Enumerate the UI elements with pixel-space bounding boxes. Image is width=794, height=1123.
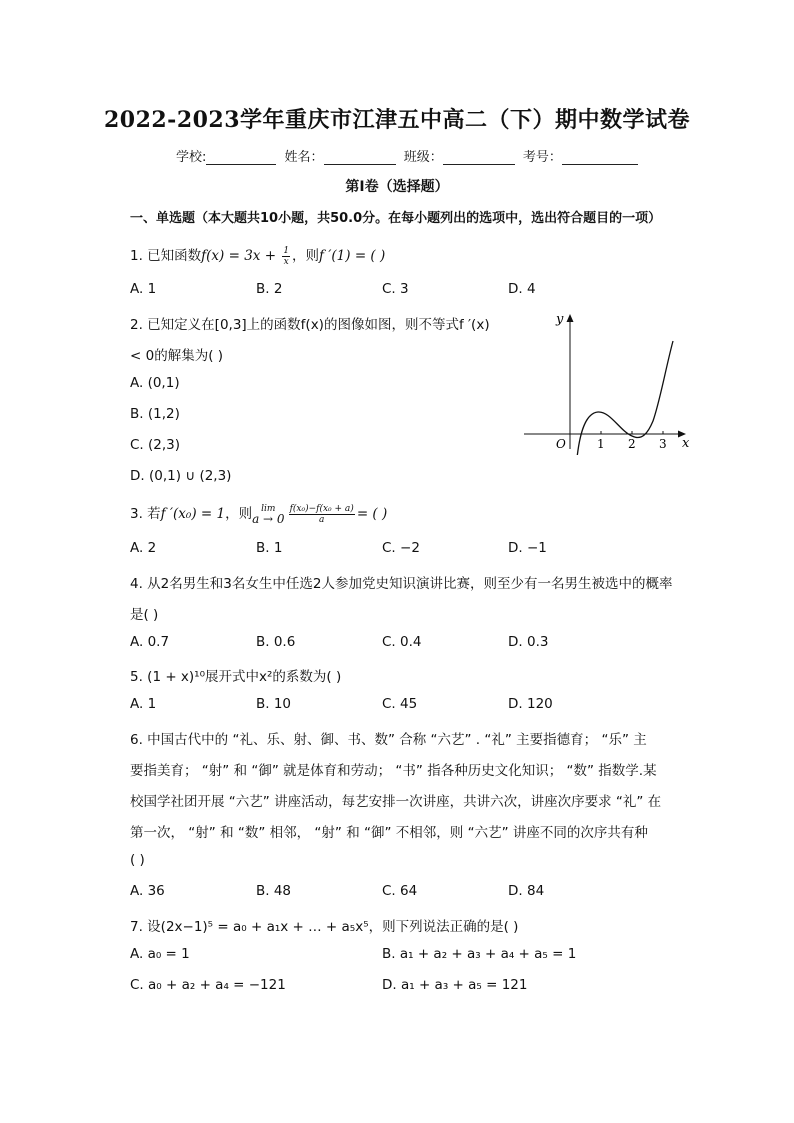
question-4-line2: 是( ) (130, 607, 159, 623)
section-heading: 一、单选题（本大题共10小题，共50.0分。在每小题列出的选项中，选出符合题目的一项） (130, 211, 662, 226)
school-blank[interactable] (206, 150, 276, 165)
question-1: 1. 已知函数f(x) = 3x + $\frac{1}{x}$ ，则f ′(1) = ( ) (130, 245, 386, 267)
question-6-line4: 第一次， “射” 和 “数” 相邻， “射” 和 “御” 不相邻，则 “六艺” 讲座不同的次序共有种 (130, 825, 648, 841)
q2-option-d[interactable]: D. (0,1) ∪ (2,3) (130, 468, 232, 484)
q1-option-c[interactable]: C. 3 (382, 281, 409, 297)
q2-option-b[interactable]: B. (1,2) (130, 406, 180, 422)
x-axis-label: x (682, 436, 690, 451)
q7-option-a[interactable]: A. a₀ = 1 (130, 946, 190, 962)
q4-option-c[interactable]: C. 0.4 (382, 634, 422, 650)
school-label: 学校: (176, 150, 207, 165)
q3-option-d[interactable]: D. −1 (508, 540, 547, 556)
q4-option-a[interactable]: A. 0.7 (130, 634, 170, 650)
y-axis-arrow (567, 314, 574, 322)
exam-number-label: 考号： (522, 150, 562, 165)
question-3: 3. 若f ′(x₀) = 1，则 lim a → 0 $\frac{\text{f(x₀)−f(x₀ + a)}}{a}$ = ( ) (130, 503, 388, 526)
q3-option-b[interactable]: B. 1 (256, 540, 283, 556)
student-info-row (176, 146, 642, 165)
q5-option-d[interactable]: D. 120 (508, 696, 553, 712)
q5-option-c[interactable]: C. 45 (382, 696, 418, 712)
name-label: 姓名： (284, 150, 324, 165)
part-heading: 第I卷（选择题） (345, 179, 449, 195)
name-blank[interactable] (324, 150, 396, 165)
origin-label: O (556, 437, 566, 451)
q6-option-d[interactable]: D. 84 (508, 883, 545, 899)
q7-option-b[interactable]: B. a₁ + a₂ + a₃ + a₄ + a₅ = 1 (382, 946, 577, 962)
q5-option-b[interactable]: B. 10 (256, 696, 292, 712)
q3-math: f ′(x₀) = 1 (160, 506, 226, 522)
q2-option-a[interactable]: A. (0,1) (130, 375, 180, 391)
q6-option-b[interactable]: B. 48 (256, 883, 292, 899)
y-axis-label: y (556, 312, 564, 327)
question-4-line1: 4. 从2名男生和3名女生中任选2人参加党史知识演讲比赛，则至少有一名男生被选中的概率 (130, 576, 673, 592)
q2-option-c[interactable]: C. (2,3) (130, 437, 181, 453)
tick-label-3: 3 (659, 437, 667, 451)
q5-option-a[interactable]: A. 1 (130, 696, 157, 712)
question-5: 5. (1 + x)¹⁰展开式中x²的系数为( ) (130, 669, 342, 685)
q3-option-c[interactable]: C. −2 (382, 540, 420, 556)
question-7: 7. 设(2x−1)⁵ = a₀ + a₁x + … + a₅x⁵，则下列说法正确的是( ) (130, 919, 519, 935)
q6-option-a[interactable]: A. 36 (130, 883, 165, 899)
q3-limit: lim a → 0 (252, 504, 285, 526)
q1-option-b[interactable]: B. 2 (256, 281, 283, 297)
q7-option-d[interactable]: D. a₁ + a₃ + a₅ = 121 (382, 977, 528, 993)
question-2-line2: < 0的解集为( ) (130, 348, 224, 364)
tick-label-2: 2 (628, 437, 636, 451)
class-blank[interactable] (443, 150, 515, 165)
class-label: 班级： (403, 150, 443, 165)
tick-label-1: 1 (597, 437, 605, 451)
question-2-line1: 2. 已知定义在[0,3]上的函数f(x)的图像如图，则不等式f ′(x) (130, 317, 490, 333)
q4-option-b[interactable]: B. 0.6 (256, 634, 296, 650)
q1-math: f(x) = 3x + (201, 248, 281, 264)
q1-option-d[interactable]: D. 4 (508, 281, 536, 297)
question-6-line3: 校国学社团开展 “六艺” 讲座活动，每艺安排一次讲座，共讲六次，讲座次序要求 “礼” 在 (130, 794, 662, 810)
question-6-line2: 要指美育； “射” 和 “御” 就是体育和劳动； “书” 指各种历史文化知识； “数” 指数学.某 (130, 763, 657, 779)
q1-fraction: $\frac{1}{x}$ (283, 245, 290, 267)
exam-title: 2022-2023学年重庆市江津五中高二（下）期中数学试卷 (103, 107, 691, 133)
q1-option-a[interactable]: A. 1 (130, 281, 157, 297)
q3-option-a[interactable]: A. 2 (130, 540, 157, 556)
q2-function-graph (520, 305, 700, 455)
question-6-line5: ( ) (130, 852, 145, 868)
q6-option-c[interactable]: C. 64 (382, 883, 418, 899)
q1-stem: 1. 已知函数 (130, 248, 202, 264)
q7-option-c[interactable]: C. a₀ + a₂ + a₄ = −121 (130, 977, 286, 993)
question-6-line1: 6. 中国古代中的 “礼、乐、射、御、书、数” 合称 “六艺” . “礼” 主要指德育； “乐” 主 (130, 732, 647, 748)
exam-number-blank[interactable] (562, 150, 638, 165)
q3-fraction: $\frac{\text{f(x₀)−f(x₀ + a)}}{a}$ (289, 503, 354, 525)
q4-option-d[interactable]: D. 0.3 (508, 634, 549, 650)
q1-math2: f ′(1) = ( ) (319, 248, 386, 264)
